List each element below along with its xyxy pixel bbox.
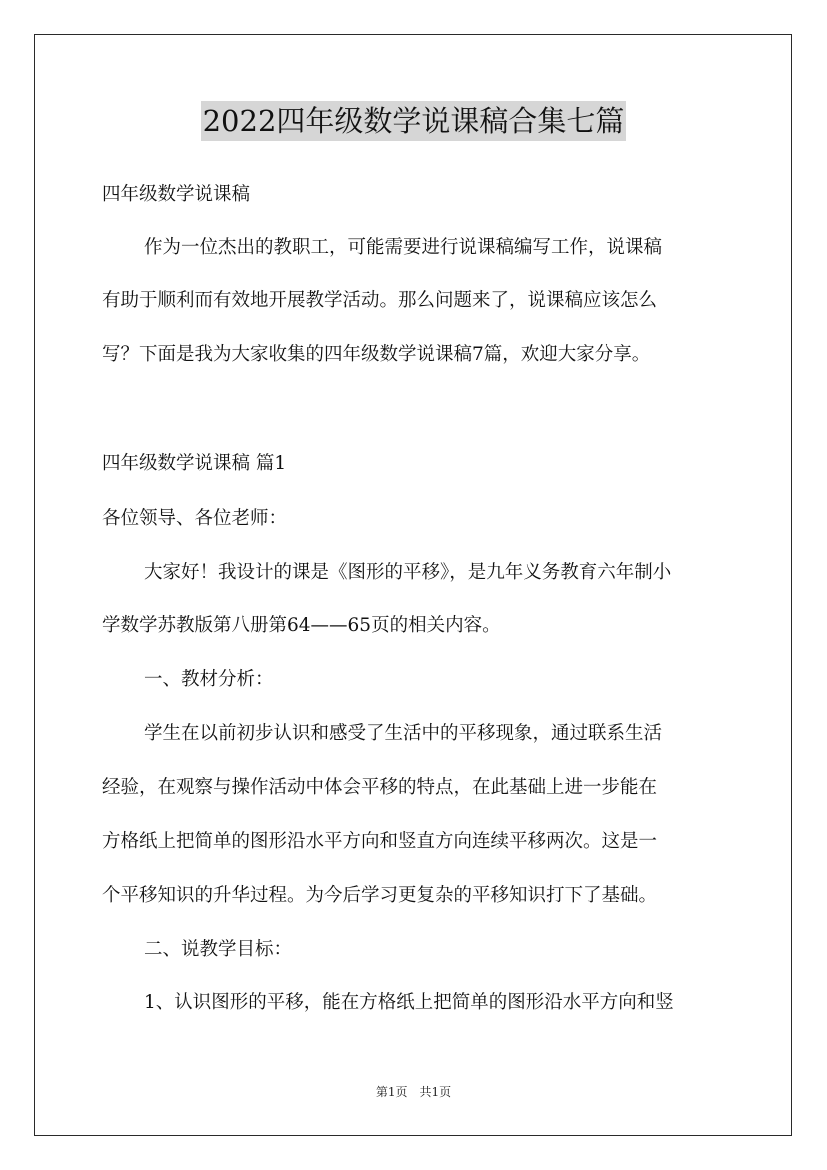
paragraph-line: 个平移知识的升华过程。为今后学习更复杂的平移知识打下了基础。 — [102, 885, 658, 906]
paragraph-line: 1、认识图形的平移，能在方格纸上把简单的图形沿水平方向和竖 — [144, 992, 674, 1013]
title-container — [0, 101, 827, 141]
paragraph-line: 大家好！我设计的课是《图形的平移》，是九年义务教育六年制小 — [144, 562, 672, 583]
paragraph-line: 各位领导、各位老师： — [102, 508, 288, 529]
page-number: 第1页 共1页 — [375, 1085, 452, 1099]
subsection-heading: 二、说教学目标： — [144, 939, 293, 960]
paragraph-line: 经验，在观察与操作活动中体会平移的特点，在此基础上进一步能在 — [102, 777, 658, 798]
paragraph-line: 写？下面是我为大家收集的四年级数学说课稿7篇，欢迎大家分享。 — [102, 344, 651, 365]
paragraph-line: 学数学苏教版第八册第64——65页的相关内容。 — [102, 615, 501, 636]
paragraph-line: 学生在以前初步认识和感受了生活中的平移现象，通过联系生活 — [144, 723, 663, 744]
section-heading: 四年级数学说课稿 — [102, 184, 251, 205]
document-title: 2022四年级数学说课稿合集七篇 — [201, 101, 627, 141]
paragraph-line: 方格纸上把简单的图形沿水平方向和竖直方向连续平移两次。这是一 — [102, 831, 658, 852]
section-heading: 四年级数学说课稿 篇1 — [102, 453, 287, 474]
subsection-heading: 一、教材分析： — [144, 669, 274, 690]
paragraph-line: 有助于顺利而有效地开展教学活动。那么问题来了，说课稿应该怎么 — [102, 290, 658, 311]
paragraph-line: 作为一位杰出的教职工，可能需要进行说课稿编写工作，说课稿 — [144, 237, 663, 258]
